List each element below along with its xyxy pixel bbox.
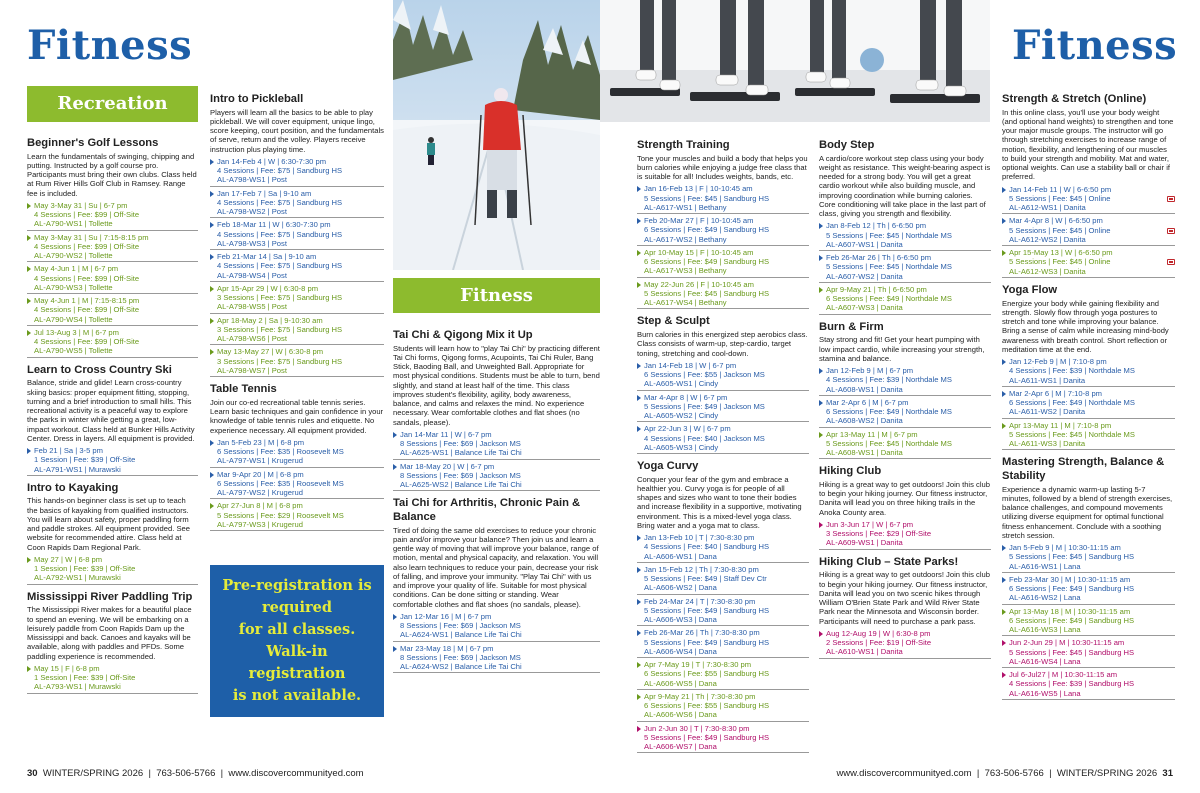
session-dates: Jan 12-Feb 9 | M | 7:10-8 pm [1002,357,1175,366]
session-listing[interactable] [819,397,991,428]
session-code-instructor: AL-A612-WS1 | Danita [1009,203,1086,213]
session-listing[interactable] [819,519,991,550]
pre-registration-notice [210,565,384,717]
session-fee-location: 8 Sessions | Fee: $69 | Jackson MS [400,621,521,631]
session-dates: May 27 | W | 6-8 pm [27,555,198,564]
session-code-instructor: AL-A610-WS1 | Danita [826,647,903,657]
right-column-1 [637,139,809,759]
session-fee-location: 5 Sessions | Fee: $45 | Northdale MS [1009,429,1135,439]
session-listing[interactable] [1002,669,1175,700]
session-listing[interactable] [393,643,600,674]
session-listing[interactable] [637,392,809,423]
session-fee-location: 6 Sessions | Fee: $49 | Sandburg HS [644,257,770,267]
session-code-instructor: AL-A797-WS2 | Krugerud [217,488,303,498]
session-dates: Apr 10-May 15 | F | 10-10:45 am [637,248,809,257]
session-fee-location: 6 Sessions | Fee: $35 | Roosevelt MS [217,447,344,457]
session-dates: Apr 15-Apr 29 | W | 6:30-8 pm [210,284,384,293]
session-fee-location: 5 Sessions | Fee: $29 | Roosevelt MS [217,510,344,520]
session-code-instructor: AL-A611-WS1 | Danita [1009,375,1086,385]
course-description: Tone your muscles and build a body that helps you burn calories while enjoying a judge free class that is suitable for all! Includes weights, bands, etc. [637,153,808,182]
session-dates: Mar 2-Apr 6 | M | 6-7 pm [819,398,991,407]
session-listing[interactable] [1002,356,1175,387]
course-title-step-sculpt: Step & Sculpt [637,315,710,328]
session-fee-location: 4 Sessions | Fee: $99 | Off-Site [34,305,140,315]
left-column-2 [210,93,384,538]
session-listing[interactable] [819,365,991,396]
session-dates: Jun 3-Jun 17 | W | 6-7 pm [819,520,991,529]
session-fee-location: 6 Sessions | Fee: $49 | Sandburg HS [1009,615,1135,625]
session-fee-location: 5 Sessions | Fee: $45 | Sandburg HS [644,193,770,203]
session-fee-location: 4 Sessions | Fee: $39 | Northdale MS [1009,366,1135,376]
session-listing[interactable] [27,663,198,694]
session-code-instructor: AL-A611-WS2 | Danita [1009,407,1086,417]
session-listing[interactable] [637,596,809,627]
right-footer-term: WINTER/SPRING 2026 [1056,768,1158,779]
session-code-instructor: AL-A606-WS5 | Dana [644,678,717,688]
session-dates: Feb 24-Mar 24 | T | 7:30-8:30 pm [637,597,809,606]
course-description: Hiking is a great way to get outdoors! Join this club to begin your hiking journey. Our fitness instructor, Danita will lead you on two scenic hikes through William O'Brien State Park and Wild River State Park near the Minnesota and Wisconsin border. Participants will need to purchase a park pass. [819,570,990,626]
session-listing[interactable] [637,691,809,722]
session-listing[interactable] [819,252,991,283]
session-dates: Jan 15-Feb 12 | Th | 7:30-8:30 pm [637,565,809,574]
session-listing[interactable] [637,183,809,214]
session-code-instructor: AL-A798-WS7 | Post [217,365,287,375]
session-listing[interactable] [393,429,600,460]
notice-line-4: Walk-in registration [248,643,346,683]
session-fee-location: 5 Sessions | Fee: $45 | Northdale MS [826,262,952,272]
course-title-strength-stretch-online: Strength & Stretch (Online) [1002,93,1147,105]
session-fee-location: 3 Sessions | Fee: $75 | Sandburg HS [217,324,343,334]
session-listing[interactable] [27,200,198,231]
session-code-instructor: AL-A607-WS1 | Danita [826,239,903,249]
session-dates: May 3-May 31 | Su | 7:15-8:15 pm [27,233,198,242]
session-fee-location: 6 Sessions | Fee: $55 | Jackson MS [644,370,765,380]
left-column-3 [393,329,600,759]
online-class-icon [1167,228,1175,234]
course-title-beginner-s-golf-lessons: Beginner's Golf Lessons [27,137,159,149]
session-code-instructor: AL-A798-WS2 | Post [217,207,287,217]
session-dates: Jan 17-Feb 7 | Sa | 9-10 am [210,189,384,198]
session-dates: May 3-May 31 | Su | 6-7 pm [27,201,198,210]
session-listing[interactable] [637,360,809,391]
session-dates: May 4-Jun 1 | M | 7:15-8:15 pm [27,296,198,305]
recreation-banner: Recreation [27,86,198,122]
session-fee-location: 6 Sessions | Fee: $49 | Northdale MS [826,294,952,304]
session-fee-location: 4 Sessions | Fee: $75 | Sandburg HS [217,166,343,176]
session-fee-location: 4 Sessions | Fee: $75 | Sandburg HS [217,261,343,271]
session-fee-location: 4 Sessions | Fee: $99 | Off-Site [34,241,140,251]
session-dates: Feb 21 | Sa | 3-5 pm [27,446,198,455]
session-fee-location: 8 Sessions | Fee: $69 | Jackson MS [400,470,521,480]
session-code-instructor: AL-A611-WS3 | Danita [1009,439,1086,449]
session-listing[interactable] [210,156,384,187]
session-code-instructor: AL-A609-WS1 | Danita [826,538,903,548]
session-code-instructor: AL-A608-WS1 | Danita [826,448,903,458]
session-listing[interactable] [819,284,991,315]
session-dates: Apr 13-May 11 | M | 6-7 pm [819,430,991,439]
session-listing[interactable] [27,327,198,358]
session-listing[interactable] [637,247,809,278]
session-code-instructor: AL-A606-WS2 | Dana [644,583,717,593]
session-fee-location: 5 Sessions | Fee: $45 | Online [1002,257,1175,266]
right-column-2 [819,139,991,759]
session-code-instructor: AL-A798-WS6 | Post [217,334,287,344]
course-description: Balance, stride and glide! Learn cross-country skiing basics: proper equipment fitting, stopping, turning and a brief introduction to small hills. This recreational activity is a peaceful way to explore the parks in winter while getting a great, low-impact workout. Class held at Bunker Hills Activity Center. Dress in layers. All equipment is provided. [27,378,195,443]
session-fee-location: 6 Sessions | Fee: $49 | Sandburg HS [1009,584,1135,594]
session-fee-location: 5 Sessions | Fee: $45 | Sandburg HS [1009,552,1135,562]
session-code-instructor: AL-A605-WS3 | Cindy [644,442,719,452]
session-listing[interactable] [1002,542,1175,573]
right-page-title: Fitness [1012,22,1178,69]
course-description: This hands-on beginner class is set up to teach the basics of kayaking from qualified instructors. You will learn about safety, proper paddling form and paddle strokes. All equipment provided. See website for recommended attire. Class held at Coon Rapids Dam Regional Park. [27,496,190,552]
session-dates: Apr 22-Jun 3 | W | 6-7 pm [637,424,809,433]
session-fee-location: 5 Sessions | Fee: $49 | Jackson MS [644,401,765,411]
session-fee-location: 8 Sessions | Fee: $69 | Jackson MS [400,439,521,449]
session-code-instructor: AL-A617-WS2 | Bethany [644,234,727,244]
session-fee-location: 4 Sessions | Fee: $99 | Off-Site [34,337,140,347]
session-listing[interactable] [1002,215,1175,246]
session-code-instructor: AL-A790-WS3 | Tollette [34,282,113,292]
left-page-title: Fitness [27,22,193,69]
session-listing[interactable] [27,295,198,326]
session-listing[interactable] [210,188,384,219]
course-description: Experience a dynamic warm-up lasting 5-7 minutes, followed by a blend of strength exercises, balance challenges, and compound movements utilizing diverse equipment for optimal functional fitness enhancement. Conclude with a soothing stretch session. [1002,484,1173,540]
session-listing[interactable] [637,215,809,246]
session-code-instructor: AL-A612-WS2 | Danita [1009,234,1086,244]
notice-line-1: Pre-registration is [222,576,372,594]
session-dates: Jan 14-Mar 11 | W | 6-7 pm [393,430,600,439]
left-footer [27,768,364,780]
session-listing[interactable] [210,283,384,314]
course-description: Students will learn how to "play Tai Chi" by practicing different Tai Chi forms, Qigong forms, Acupoints, Tai Chi Ruler, Bang Stick, Baoding Ball, and Unweighted Ball. Appropriate for most physical conditions. Students must be able to turn, bend slightly, and stand at least half of the time. This class improves student's flexibility, agility, body awareness, balance, and calms and relaxes the mind. No experience necessary. Wear comfortable clothes and flat shoes (no sandals, please). [393,343,600,427]
session-code-instructor: AL-A624-WS1 | Balance Life Tai Chi [400,630,522,640]
course-title-body-step: Body Step [819,139,875,151]
session-dates: Feb 21-Mar 14 | Sa | 9-10 am [210,252,384,261]
course-title-strength-training: Strength Training [637,139,730,151]
course-description: The Mississippi River makes for a beautiful place to spend an evening. We will be embarking on a leisurely paddle from Coon Rapids Dam up the Mississippi and back. Canoes and kayaks will be available, along with paddles and PFDs. Some paddling experience is recommended. [27,605,192,661]
session-fee-location: 4 Sessions | Fee: $75 | Sandburg HS [217,229,343,239]
session-fee-location: 5 Sessions | Fee: $49 | Staff Dev Ctr [644,574,767,584]
session-dates: Apr 9-May 21 | Th | 7:30-8:30 pm [637,692,809,701]
right-page-number: 31 [1162,768,1173,779]
session-listing[interactable] [393,611,600,642]
session-code-instructor: AL-A624-WS2 | Balance Life Tai Chi [400,662,522,672]
session-dates: Jun 2-Jun 29 | M | 10:30-11:15 am [1002,638,1175,647]
course-description: Conquer your fear of the gym and embrace a healthier you. Curvy yoga is for people of all shapes and sizes who want to tone their bodies and increase flexibility in a supportive, motivating environment. This is a mixed-level yoga class. Bring water and a yoga mat to class. [637,474,802,530]
session-dates: May 4-Jun 1 | M | 6-7 pm [27,264,198,273]
session-dates: Mar 2-Apr 6 | M | 7:10-8 pm [1002,389,1175,398]
session-code-instructor: AL-A797-WS3 | Krugerud [217,519,303,529]
session-fee-location: 6 Sessions | Fee: $49 | Northdale MS [1009,398,1135,408]
session-dates: May 13-May 27 | W | 6:30-8 pm [210,347,384,356]
session-code-instructor: AL-A608-WS1 | Danita [826,384,903,394]
course-description: Burn calories in this energized step aerobics class. Class consists of warm-up, step-cardio, target toning, stretching and cool-down. [637,330,808,358]
session-dates: May 22-Jun 26 | F | 10-10:45 am [637,280,809,289]
left-footer-sep-2: | [220,768,224,779]
session-fee-location: 5 Sessions | Fee: $49 | Sandburg HS [644,732,770,742]
session-listing[interactable] [637,723,809,754]
session-fee-location: 4 Sessions | Fee: $39 | Northdale MS [826,375,952,385]
course-description: Stay strong and fit! Get your heart pumping with low impact cardio, while increasing your strength, stamina and balance. [819,335,985,363]
session-listing[interactable] [637,423,809,454]
session-code-instructor: AL-A616-WS5 | Lana [1009,688,1081,698]
session-listing[interactable] [1002,574,1175,605]
course-title-tai-chi-qigong-mix-it-up: Tai Chi & Qigong Mix it Up [393,329,533,341]
session-fee-location: 5 Sessions | Fee: $45 | Sandburg HS [644,288,770,298]
course-description: A cardio/core workout step class using your body weight as resistance. This weight-bearing aspect is needed for a strong body. You will get a great cardio workout while also building muscle, and improving coordination while burning calories. Core conditioning will take place in the last part of class, giving you strength and flexibility. [819,153,991,219]
session-fee-location: 8 Sessions | Fee: $69 | Jackson MS [400,652,521,662]
session-code-instructor: AL-A790-WS4 | Tollette [34,314,113,324]
course-description: Join our co-ed recreational table tennis series. Learn basic techniques and gain confidence in your knowledge of table tennis rules and etiquette. No experience necessary. All equipment provided. [210,397,384,435]
right-footer-sep-1: | [976,768,980,779]
session-dates: Jan 14-Feb 18 | W | 6-7 pm [637,361,809,370]
session-listing[interactable] [27,445,198,476]
session-fee-location: 4 Sessions | Fee: $39 | Sandburg HS [1009,679,1135,689]
session-dates: Jan 5-Feb 23 | M | 6-8 pm [210,438,384,447]
session-code-instructor: AL-A790-WS1 | Tollette [34,219,113,229]
session-code-instructor: AL-A617-WS4 | Bethany [644,298,727,308]
course-title-burn-firm: Burn & Firm [819,320,884,333]
session-dates: Aug 12-Aug 19 | W | 6:30-8 pm [819,629,991,638]
course-title-learn-to-cross-country-ski: Learn to Cross Country Ski [27,363,172,376]
course-description: Hiking is a great way to get outdoors! Join this club to begin your hiking journey. Our fitness instructor, Danita will lead you on three hiking trails in the Anoka County area. [819,479,990,517]
course-description: In this online class, you'll use your body weight (and optional hand weights) to strengthen and tone your major muscle groups. The instructor will go through stretching exercises to increase range of motion, flexibility, and lengthening of our muscles to build your strength and mobility. Mat and water, optional weights. Can use a stability ball or chair if preferred. [1002,107,1174,182]
session-code-instructor: AL-A617-WS1 | Bethany [644,202,727,212]
session-dates: Mar 9-Apr 20 | M | 6-8 pm [210,470,384,479]
session-fee-location: 4 Sessions | Fee: $40 | Jackson MS [644,433,765,443]
session-dates: Apr 7-May 19 | T | 7:30-8:30 pm [637,660,809,669]
right-footer [836,768,1173,780]
session-code-instructor: AL-A790-WS2 | Tollette [34,251,113,261]
session-dates: Apr 27-Jun 8 | M | 6-8 pm [210,501,384,510]
session-code-instructor: AL-A606-WS7 | Dana [644,742,717,752]
session-dates: Jun 2-Jun 30 | T | 7:30-8:30 pm [637,724,809,733]
session-code-instructor: AL-A798-WS5 | Post [217,302,287,312]
session-listing[interactable] [27,232,198,263]
session-listing[interactable] [27,554,198,585]
cross-country-ski-photo [393,0,600,270]
session-code-instructor: AL-A606-WS6 | Dana [644,710,717,720]
course-title-tai-chi-for-arthritis-chronic-pain-balance: Tai Chi for Arthritis, Chronic Pain & Balance [393,497,581,524]
session-listing[interactable] [210,469,384,500]
session-dates: Jan 14-Feb 4 | W | 6:30-7:30 pm [210,157,384,166]
session-code-instructor: AL-A625-WS1 | Balance Life Tai Chi [400,448,522,458]
session-fee-location: 4 Sessions | Fee: $75 | Sandburg HS [217,197,343,207]
course-title-intro-to-pickleball: Intro to Pickleball [210,93,304,105]
session-fee-location: 5 Sessions | Fee: $45 | Online [1002,226,1175,235]
session-listing[interactable] [1002,247,1175,278]
session-dates: Mar 4-Apr 8 | W | 6-7 pm [637,393,809,402]
session-code-instructor: AL-A798-WS3 | Post [217,238,287,248]
session-listing[interactable] [210,437,384,468]
session-dates: Mar 18-May 20 | W | 6-7 pm [393,462,600,471]
session-code-instructor: AL-A607-WS3 | Danita [826,303,903,313]
session-code-instructor: AL-A612-WS3 | Danita [1009,266,1086,276]
right-footer-phone: 763-506-5766 [984,768,1044,779]
left-column-1 [27,137,198,757]
session-dates: Jan 5-Feb 9 | M | 10:30-11:15 am [1002,543,1175,552]
session-code-instructor: AL-A790-WS5 | Tollette [34,346,113,356]
session-listing[interactable] [819,429,991,460]
session-code-instructor: AL-A608-WS2 | Danita [826,416,903,426]
course-description: Energize your body while gaining flexibility and strength. Slowly flow through yoga postures to stretch and tone while improving your balance. Bring a sense of calm while increasing mind-body awareness with breath control. Short reflection or meditation time at the end. [1002,298,1169,354]
right-column-3 [1002,93,1175,759]
session-fee-location: 5 Sessions | Fee: $45 | Sandburg HS [1009,647,1135,657]
session-code-instructor: AL-A616-WS4 | Lana [1009,656,1081,666]
session-dates: Jan 8-Feb 12 | Th | 6-6:50 pm [819,221,991,230]
course-description: Tired of doing the same old exercises to reduce your chronic pain and/or improve your balance? Then join us and learn a gentle way of moving that will improve your balance, range of motion, mental and physical capacity, and relaxation. You will also learn techniques to reduce your pain, decrease your risk of falling, and improve your immunity. "Play Tai Chi" with us and improve your quality of life. Suitable for most physical conditions. Can be done sitting or standing. Wear comfortable clothes and flat shoes (no sandals, please). [393,525,599,609]
session-listing[interactable] [210,346,384,377]
left-page-number: 30 [27,768,38,779]
session-code-instructor: AL-A798-WS1 | Post [217,175,287,185]
session-fee-location: 1 Session | Fee: $39 | Off-Site [34,673,136,683]
online-class-icon [1167,196,1175,202]
session-fee-location: 2 Sessions | Fee: $19 | Off-Site [826,638,932,648]
session-code-instructor: AL-A793-WS1 | Murawski [34,682,121,692]
left-footer-term: WINTER/SPRING 2026 [42,768,144,779]
course-title-hiking-club-state-parks: Hiking Club – State Parks! [819,555,959,568]
session-code-instructor: AL-A791-WS1 | Murawski [34,464,121,474]
session-dates: Feb 26-Mar 26 | Th | 7:30-8:30 pm [637,628,809,637]
session-dates: Apr 15-May 13 | W | 6-6:50 pm [1002,248,1175,257]
session-dates: Jan 14-Feb 11 | W | 6-6:50 pm [1002,185,1175,194]
session-code-instructor: AL-A616-WS3 | Lana [1009,625,1081,635]
step-class-photo [600,0,990,122]
session-dates: Feb 26-Mar 26 | Th | 6-6:50 pm [819,253,991,262]
notice-line-2: required [261,598,333,616]
session-code-instructor: AL-A606-WS3 | Dana [644,615,717,625]
session-code-instructor: AL-A606-WS1 | Dana [644,551,717,561]
session-fee-location: 3 Sessions | Fee: $29 | Off-Site [826,529,932,539]
course-title-mastering-strength-balance-stability: Mastering Strength, Balance & Stability [1002,456,1165,482]
session-fee-location: 3 Sessions | Fee: $75 | Sandburg HS [217,293,343,303]
session-listing[interactable] [1002,637,1175,668]
session-dates: Feb 20-Mar 27 | F | 10-10:45 am [637,216,809,225]
session-dates: Apr 18-May 2 | Sa | 9-10:30 am [210,316,384,325]
session-fee-location: 5 Sessions | Fee: $49 | Sandburg HS [644,637,770,647]
session-fee-location: 6 Sessions | Fee: $55 | Sandburg HS [644,701,770,711]
session-dates: Jan 12-Feb 9 | M | 6-7 pm [819,366,991,375]
session-fee-location: 3 Sessions | Fee: $75 | Sandburg HS [217,356,343,366]
course-description: Players will learn all the basics to be able to play pickleball. We will cover equipment, unique lingo, score keeping, court position, and the fundamentals of serve, return and the volley. Players receive instruction plus playing time. [210,107,384,154]
session-listing[interactable] [637,532,809,563]
session-listing[interactable] [637,627,809,658]
session-dates: May 15 | F | 6-8 pm [27,664,198,673]
right-footer-sep-2: | [1049,768,1052,779]
session-listing[interactable] [637,659,809,690]
session-dates: Apr 9-May 21 | Th | 6-6:50 pm [819,285,991,294]
notice-line-5: is not available. [232,687,362,705]
session-code-instructor: AL-A616-WS1 | Lana [1009,561,1081,571]
session-code-instructor: AL-A797-WS1 | Krugerud [217,456,303,466]
session-code-instructor: AL-A605-WS2 | Cindy [644,411,719,421]
session-fee-location: 6 Sessions | Fee: $55 | Sandburg HS [644,669,770,679]
session-listing[interactable] [1002,184,1175,215]
session-listing[interactable] [210,500,384,531]
session-fee-location: 6 Sessions | Fee: $49 | Sandburg HS [644,225,770,235]
session-listing[interactable] [637,564,809,595]
online-class-icon [1167,259,1175,265]
session-dates: Apr 13-May 18 | M | 10:30-11:15 am [1002,607,1175,616]
session-fee-location: 4 Sessions | Fee: $99 | Off-Site [34,273,140,283]
fitness-banner: Fitness [393,278,600,313]
session-fee-location: 6 Sessions | Fee: $35 | Roosevelt MS [217,478,344,488]
session-listing[interactable] [1002,388,1175,419]
session-fee-location: 5 Sessions | Fee: $45 | Online [1002,194,1175,203]
session-dates: Jan 12-Mar 16 | M | 6-7 pm [393,612,600,621]
session-dates: Feb 23-Mar 30 | M | 10:30-11:15 am [1002,575,1175,584]
session-listing[interactable] [1002,606,1175,637]
course-title-table-tennis: Table Tennis [210,383,277,396]
session-dates: Mar 23-May 18 | M | 6-7 pm [393,644,600,653]
session-code-instructor: AL-A792-WS1 | Murawski [34,573,121,583]
session-fee-location: 5 Sessions | Fee: $45 | Northdale MS [826,438,952,448]
session-dates: Jan 16-Feb 13 | F | 10-10:45 am [637,184,809,193]
session-listing[interactable] [210,251,384,282]
session-listing[interactable] [210,315,384,346]
session-listing[interactable] [819,220,991,251]
session-dates: Mar 4-Apr 8 | W | 6-6:50 pm [1002,216,1175,225]
session-fee-location: 4 Sessions | Fee: $40 | Sandburg HS [644,542,770,552]
session-code-instructor: AL-A605-WS1 | Cindy [644,379,719,389]
session-dates: Jul 6-Jul27 | M | 10:30-11:15 am [1002,670,1175,679]
left-footer-phone: 763-506-5766 [156,768,216,779]
session-code-instructor: AL-A607-WS2 | Danita [826,271,903,281]
session-code-instructor: AL-A617-WS3 | Bethany [644,266,727,276]
session-dates: Apr 13-May 11 | M | 7:10-8 pm [1002,421,1175,430]
course-title-intro-to-kayaking: Intro to Kayaking [27,481,119,494]
course-description: Learn the fundamentals of swinging, chipping and putting. Instructed by a golf course pro. Participants must bring their own clubs. Class held at Rum River Hills Golf Club in Ramsey. Range fee is included. [27,151,197,198]
session-dates: Feb 18-Mar 11 | W | 6:30-7:30 pm [210,220,384,229]
session-listing[interactable] [393,461,600,492]
course-title-yoga-flow: Yoga Flow [1002,283,1058,296]
session-code-instructor: AL-A798-WS4 | Post [217,270,287,280]
session-code-instructor: AL-A606-WS4 | Dana [644,646,717,656]
right-footer-web[interactable]: www.discovercommunityed.com [836,768,972,779]
notice-line-3: for all classes. [238,620,356,638]
session-dates: Jan 13-Feb 10 | T | 7:30-8:30 pm [637,533,809,542]
session-listing[interactable] [1002,420,1175,451]
left-footer-sep-1: | [148,768,151,779]
course-title-hiking-club: Hiking Club [819,465,882,478]
session-listing[interactable] [210,219,384,250]
session-fee-location: 1 Session | Fee: $39 | Off-Site [34,564,136,574]
session-dates: Jul 13-Aug 3 | M | 6-7 pm [27,328,198,337]
course-title-yoga-curvy: Yoga Curvy [637,460,699,473]
left-footer-web[interactable]: www.discovercommunityed.com [228,768,364,779]
session-listing[interactable] [637,279,809,310]
session-listing[interactable] [27,263,198,294]
session-code-instructor: AL-A616-WS2 | Lana [1009,593,1081,603]
course-title-mississippi-river-paddling-trip: Mississippi River Paddling Trip [27,590,193,603]
session-listing[interactable] [819,628,991,659]
session-fee-location: 5 Sessions | Fee: $49 | Sandburg HS [644,605,770,615]
session-fee-location: 6 Sessions | Fee: $49 | Northdale MS [826,407,952,417]
session-fee-location: 4 Sessions | Fee: $99 | Off-Site [34,210,140,220]
session-code-instructor: AL-A625-WS2 | Balance Life Tai Chi [400,480,522,490]
session-fee-location: 1 Session | Fee: $39 | Off-Site [34,455,136,465]
session-fee-location: 5 Sessions | Fee: $45 | Northdale MS [826,230,952,240]
